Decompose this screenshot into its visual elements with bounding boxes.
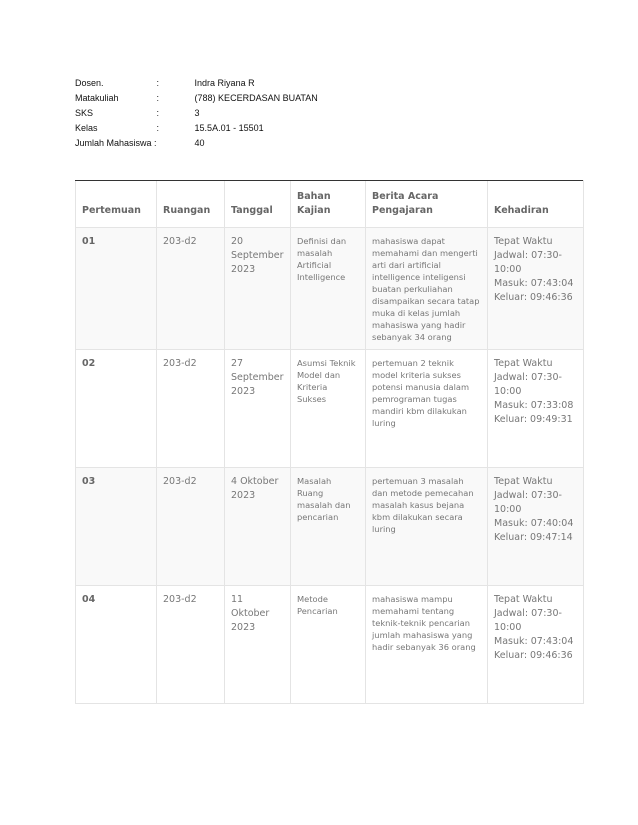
attendance-masuk: Masuk: 07:33:08	[494, 400, 574, 411]
info-value: 15.5A.01 - 15501	[194, 123, 264, 133]
info-sep: :	[156, 93, 160, 103]
attendance-keluar: Keluar: 09:46:36	[494, 292, 573, 303]
cell-bahan-kajian: Asumsi Teknik Model dan Kriteria Sukses	[291, 350, 366, 468]
cell-kehadiran	[488, 468, 584, 586]
info-sep	[157, 136, 195, 151]
cell-kehadiran	[488, 228, 584, 350]
cell-tanggal: 11 Oktober 2023	[225, 586, 291, 704]
info-row-dosen	[75, 76, 318, 91]
attendance-status: Tepat Waktu	[494, 358, 553, 369]
table-header	[76, 181, 584, 228]
attendance-status: Tepat Waktu	[494, 236, 553, 247]
cell-pertemuan: 04	[76, 586, 157, 704]
table-row	[76, 586, 584, 704]
info-sep: :	[156, 108, 160, 118]
course-info	[75, 76, 318, 151]
header-pertemuan: Pertemuan	[76, 181, 157, 228]
info-row-sks	[75, 106, 318, 121]
cell-ruangan: 203-d2	[157, 468, 225, 586]
cell-bahan-kajian: Definisi dan masalah Artificial Intelligence	[291, 228, 366, 350]
attendance-jadwal: Jadwal: 07:30-10:00	[494, 372, 562, 397]
info-key: Jumlah Mahasiswa :	[75, 138, 157, 148]
cell-tanggal: 4 Oktober 2023	[225, 468, 291, 586]
header-ruangan: Ruangan	[157, 181, 225, 228]
attendance-status: Tepat Waktu	[494, 594, 553, 605]
header-kehadiran: Kehadiran	[488, 181, 584, 228]
cell-bahan-kajian: Metode Pencarian	[291, 586, 366, 704]
attendance-masuk: Masuk: 07:40:04	[494, 518, 574, 529]
cell-tanggal: 27 September 2023	[225, 350, 291, 468]
info-value: 40	[194, 138, 205, 148]
table-row	[76, 228, 584, 350]
cell-kehadiran	[488, 586, 584, 704]
attendance-keluar: Keluar: 09:49:31	[494, 414, 573, 425]
attendance-jadwal: Jadwal: 07:30-10:00	[494, 250, 562, 275]
cell-pertemuan: 03	[76, 468, 157, 586]
info-sep: :	[156, 78, 160, 88]
info-value: Indra Riyana R	[194, 78, 255, 88]
info-row-jumlah	[75, 136, 318, 151]
table-row	[76, 350, 584, 468]
cell-tanggal: 20 September 2023	[225, 228, 291, 350]
info-key: Matakuliah	[75, 93, 119, 103]
cell-ruangan: 203-d2	[157, 228, 225, 350]
cell-berita-acara: pertemuan 2 teknik model kriteria sukses potensi manusia dalam pemrograman tugas mandiri kbm dilakukan luring	[366, 350, 488, 468]
info-row-matakuliah	[75, 91, 318, 106]
cell-kehadiran	[488, 350, 584, 468]
cell-berita-acara: pertemuan 3 masalah dan metode pemecahan masalah kasus bejana kbm dilakukan secara luring	[366, 468, 488, 586]
attendance-masuk: Masuk: 07:43:04	[494, 636, 574, 647]
cell-pertemuan: 02	[76, 350, 157, 468]
info-value: (788) KECERDASAN BUATAN	[194, 93, 318, 103]
info-key: Kelas	[75, 123, 98, 133]
attendance-masuk: Masuk: 07:43:04	[494, 278, 574, 289]
attendance-keluar: Keluar: 09:47:14	[494, 532, 573, 543]
table-row	[76, 468, 584, 586]
info-value: 3	[194, 108, 200, 118]
attendance-jadwal: Jadwal: 07:30-10:00	[494, 608, 562, 633]
info-sep: :	[156, 123, 160, 133]
info-key: SKS	[75, 108, 94, 118]
cell-berita-acara: mahasiswa mampu memahami tentang teknik-teknik pencarian jumlah mahasiswa yang hadir sebanyak 36 orang	[366, 586, 488, 704]
cell-pertemuan: 01	[76, 228, 157, 350]
info-row-kelas	[75, 121, 318, 136]
attendance-table	[75, 180, 584, 704]
header-tanggal: Tanggal	[225, 181, 291, 228]
attendance-keluar: Keluar: 09:46:36	[494, 650, 573, 661]
cell-ruangan: 203-d2	[157, 350, 225, 468]
cell-berita-acara: mahasiswa dapat memahami dan mengerti arti dari artificial intelligence inteligensi buatan perkuliahan disampaikan secara tatap muka di kelas jumlah mahasiswa yang hadir sebanyak 34 orang	[366, 228, 488, 350]
info-key: Dosen.	[75, 78, 104, 88]
cell-bahan-kajian: Masalah Ruang masalah dan pencarian	[291, 468, 366, 586]
attendance-status: Tepat Waktu	[494, 476, 553, 487]
header-bahan-kajian: Bahan Kajian	[291, 181, 366, 228]
cell-ruangan: 203-d2	[157, 586, 225, 704]
header-berita-acara: Berita Acara Pengajaran	[366, 181, 488, 228]
attendance-jadwal: Jadwal: 07:30-10:00	[494, 490, 562, 515]
